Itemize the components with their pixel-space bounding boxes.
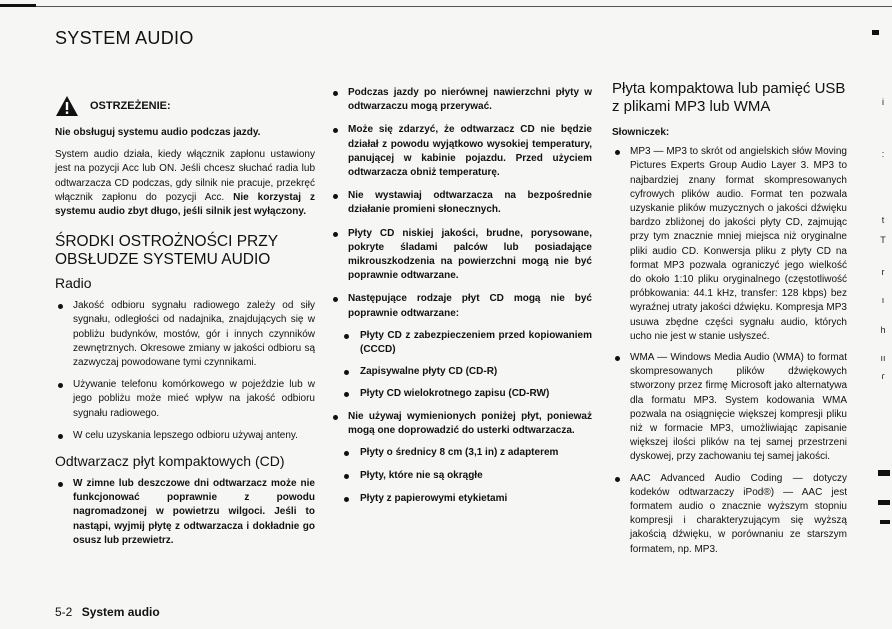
edge-glyph: r (881, 267, 885, 277)
footer-label: System audio (81, 605, 160, 619)
radio-list (55, 299, 315, 443)
list-item: Nie wystawiaj odtwarzacza na bezpośrednie działanie promieni słonecznych. (330, 189, 592, 217)
warning-title: OSTRZEŻENIE: (90, 100, 171, 112)
list-item: Płyty o średnicy 8 cm (3,1 in) z adapterem (338, 446, 592, 460)
list-item: Płyty, które nie są okrągłe (338, 469, 592, 483)
section-title-line2: OBSŁUDZE SYSTEMU AUDIO (55, 251, 271, 269)
edge-bar (878, 470, 890, 476)
corner-mark (872, 30, 879, 35)
edge-glyph: ıı (880, 353, 886, 363)
edge-bar (878, 500, 890, 505)
column-2 (330, 86, 592, 507)
section-title (55, 233, 315, 269)
list-item: Płyty CD wielokrotnego zapisu (CD-RW) (338, 387, 592, 401)
warning-icon (55, 95, 79, 117)
warning-body: System audio działa, kiedy włącznik zapłonu ustawiony jest na pozycji Acc lub ON. Jeśli chcesz słuchać radia lub odtwarzacza CD podczas, gdy silnik nie pracuje, przekręć włącznik zapłonu do pozycji Acc. (55, 149, 315, 203)
top-rule-bar (0, 4, 36, 7)
list-item: Następujące rodzaje płyt CD mogą nie być poprawnie odtwarzane: (330, 292, 592, 320)
unsupported-cd-list (338, 329, 592, 402)
forbidden-disc-list (338, 446, 592, 507)
edge-glyph: ɾ (881, 371, 885, 381)
top-rule (0, 0, 892, 8)
warning-header (55, 94, 315, 118)
list-item: WMA — Windows Media Audio (WMA) to format skompresowanych plików dźwiękowych stworzony przez firmę Microsoft jako alternatywa dla formatu MP3. System kodowania WMA pozwala na osiągnięcie większej kompresji pliku niż w formacie MP3, umożliwiając zapisanie większej ilości plików na tej samej przestrzeni dyskowej, przy zachowaniu tej samej jakości. (612, 351, 847, 465)
edge-glyph: t (881, 215, 885, 225)
page-title: SYSTEM AUDIO (55, 28, 194, 48)
list-item: Podczas jazdy po nierównej nawierzchni płyty w odtwarzaczu mogą przerywać. (330, 86, 592, 114)
warning-body-bold: Nie korzystaj z systemu audio zbyt długo, jeśli silnik jest wyłączony. (55, 191, 315, 218)
edge-glyph: h (880, 325, 886, 335)
glossary-list (612, 145, 847, 557)
warning-text (55, 148, 315, 219)
list-item: W zimne lub deszczowe dni odtwarzacz może nie funkcjonować poprawnie z powodu nagromadzonej w powietrzu wilgoci. Jeśli to nastąpi, wyjmij płytę z odtwarzacza i dokładnie go osusz lub przewietrz. (55, 477, 315, 548)
edge-glyph: ı (881, 295, 885, 305)
list-item: Jakość odbioru sygnału radiowego zależy od siły sygnału, odległości od nadajnika, znajdujących się w pobliżu budynków, mostów, gór i innych czynników zewnętrznych. Okresowe zmiany w jakości odbioru są zazwyczaj powodowane tymi czynnikami. (55, 299, 315, 370)
radio-heading: Radio (55, 275, 92, 292)
list-item: Płyty CD z zabezpieczeniem przed kopiowaniem (CCCD) (338, 329, 592, 357)
column-3 (612, 80, 847, 557)
edge-bar (880, 520, 890, 524)
page-footer (55, 605, 160, 619)
page-number: 5-2 (55, 605, 73, 619)
cd-heading: Odtwarzacz płyt kompaktowych (CD) (55, 453, 285, 470)
list-item: Zapisywalne płyty CD (CD-R) (338, 365, 592, 379)
warning-lead: Nie obsługuj systemu audio podczas jazdy. (55, 127, 261, 138)
column-1 (55, 80, 315, 548)
list-item: W celu uzyskania lepszego odbioru używaj anteny. (55, 429, 315, 443)
section-title-line1: ŚRODKI OSTROŻNOŚCI PRZY (55, 233, 279, 251)
list-item: Płyty CD niskiej jakości, brudne, porysowane, pokryte śladami palców lub posiadające mikrouszkodzenia na powierzchni mogą nie być poprawnie odtwarzane. (330, 227, 592, 284)
mp3-wma-heading: Płyta kompaktowa lub pamięć USB z plikami MP3 lub WMA (612, 80, 846, 115)
glossary-label: Słowniczek: (612, 127, 670, 138)
top-rule-line (36, 6, 892, 7)
edge-glyph: i (882, 97, 884, 107)
list-item: MP3 — MP3 to skrót od angielskich słów Moving Pictures Experts Group Audio Layer 3. MP3 to najbardziej znany format skompresowanych cyfrowych plików audio. Format ten pozwala uzyskanie plików muzycznych o jakości dźwięku bardzo zbliżonej do jakości płyty CD, zajmując przy tym znacznie mniej miejsca niż oryginalne pliki audio CD. Konwersja pliku z płyty CD na format MP3 pozwala ograniczyć jego wielkość do około 1:10 pliku oryginalnego (częstotliwość próbkowania: 44.1 kHz, transfer: 128 kbps) bez wyraźnej utraty jakości dźwięku. Kompresja MP3 usuwa zbędne części sygnału audio, których ucho nie jest w stanie usłyszeć. (612, 145, 847, 344)
list-item: Nie używaj wymienionych poniżej płyt, ponieważ mogą one doprowadzić do usterki odtwarzacza. (330, 410, 592, 438)
list-item: Używanie telefonu komórkowego w pojeździe lub w jego pobliżu może mieć wpływ na jakość odbioru sygnału radiowego. (55, 378, 315, 421)
disc-warning-list (330, 410, 592, 438)
cd-notes-list (330, 86, 592, 321)
cd-list (55, 477, 315, 548)
list-item: Może się zdarzyć, że odtwarzacz CD nie będzie działał z powodu wyjątkowo wysokiej temperatury, panującej w kabinie pojazdu. Przed użyciem odtwarzacza obniż temperaturę. (330, 123, 592, 180)
edge-glyph: T (880, 235, 886, 245)
edge-glyph: : (881, 149, 885, 159)
list-item: Płyty z papierowymi etykietami (338, 492, 592, 506)
list-item: AAC Advanced Audio Coding — dotyczy kodeków odtwarzaczy iPod®) — AAC jest formatem audio o znacznie wyższym stopniu kompresji i charakteryzującym się wyższą jakością dźwięku, w porównaniu ze starszym formatem, np. MP3. (612, 472, 847, 557)
